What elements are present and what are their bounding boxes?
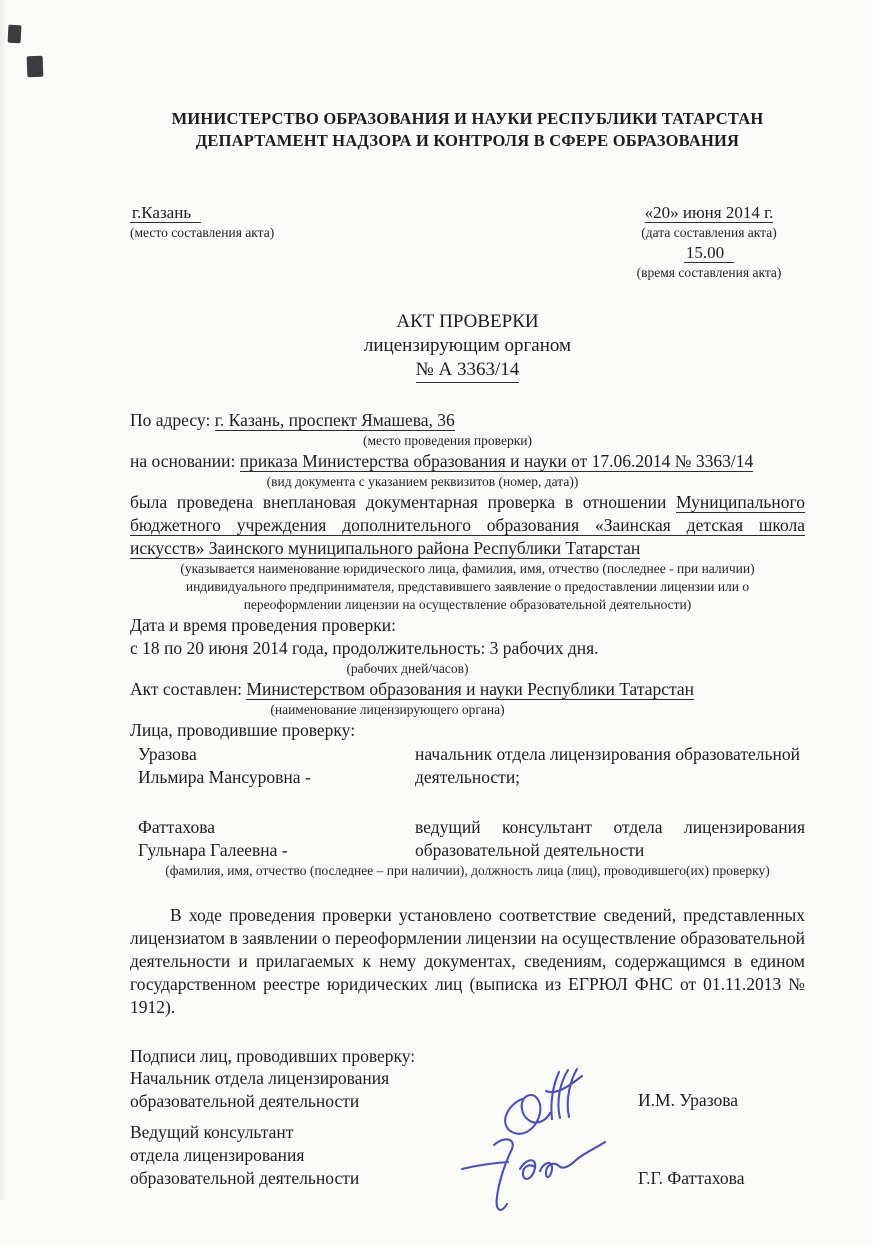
datetime-label: Дата и время проведения проверки: <box>130 615 396 635</box>
person-row <box>130 743 805 789</box>
signatures-label: Подписи лиц, проводивших проверку: <box>130 1046 416 1066</box>
check-paragraph <box>130 491 805 560</box>
person-position: ведущий консультант отдела лицензирования образовательной деятельности <box>415 817 805 860</box>
check-caption-line: (указывается наименование юридического лица, фамилия, имя, отчество (последнее - при наличии) <box>180 561 755 576</box>
place-caption: (место составления акта) <box>130 225 275 240</box>
address-value: г. Казань, проспект Ямашева, 36 <box>214 410 455 430</box>
act-title-block <box>130 310 805 383</box>
date-time-block <box>613 202 805 282</box>
place-block <box>130 202 274 282</box>
address-label: По адресу: <box>130 410 215 430</box>
document-header <box>130 108 805 152</box>
datetime-caption: (рабочих дней/часов) <box>346 661 469 676</box>
person-position: начальник отдела лицензирования образовательной деятельности; <box>415 744 800 787</box>
place-value: г.Казань <box>130 203 201 223</box>
meta-row <box>130 202 805 282</box>
time-caption: (время составления акта) <box>636 265 782 280</box>
person-row <box>130 816 805 862</box>
header-line-2: ДЕПАРТАМЕНТ НАДЗОРА И КОНТРОЛЯ В СФЕРЕ ОБРАЗОВАНИЯ <box>195 131 740 150</box>
signer-position-line: Ведущий консультант <box>130 1122 294 1142</box>
signer-name: И.М. Уразова <box>638 1090 739 1110</box>
composed-line <box>130 678 805 701</box>
check-subject: Муниципального бюджетного учреждения дополнительного образования «Заинская детская школа искусств» Заинского муниципального района Республики Татарстан <box>130 492 805 558</box>
header-line-1: МИНИСТЕРСТВО ОБРАЗОВАНИЯ И НАУКИ РЕСПУБЛИКИ ТАТАРСТАН <box>171 109 764 128</box>
datetime-value: с 18 по 20 июня 2014 года, продолжительность: 3 рабочих дня. <box>130 638 599 658</box>
signer-position-line: Начальник отдела лицензирования <box>130 1068 390 1088</box>
check-caption-line: переоформлении лицензии на осуществление образовательной деятельности) <box>243 597 692 612</box>
signer-position <box>130 1121 359 1190</box>
person-surname: Фаттахова <box>138 817 216 837</box>
date-value: «20» июня 2014 г. <box>644 203 774 222</box>
address-caption: (место проведения проверки) <box>363 433 532 448</box>
persons-label: Лица, проводившие проверку: <box>130 720 356 740</box>
person-surname: Уразова <box>138 744 197 764</box>
basis-caption: (вид документа с указанием реквизитов (номер, дата)) <box>266 474 579 489</box>
composed-caption: (наименование лицензирующего органа) <box>270 702 505 717</box>
act-subtitle: лицензирующим органом <box>363 335 572 356</box>
person-name <box>130 816 415 862</box>
signature-ink-fattakhova <box>458 1127 608 1222</box>
document-body <box>130 409 805 1245</box>
finding-paragraph: В ходе проведения проверки установлено соответствие сведений, представленных лицензиатом в заявлении о переоформлении лицензии на осуществление образовательной деятельности и прилагаемых к нему документах, сведениям, содержащимся в едином государственном реестре юридических лиц (выписка из ЕГРЮЛ ФНС от 01.11.2013 № 1912). <box>130 905 805 1017</box>
persons-caption: (фамилия, имя, отчество (последнее – при наличии), должность лица (лиц), проводившего(их) проверку) <box>165 863 770 878</box>
signer-position-line: образовательной деятельности <box>130 1091 360 1111</box>
check-intro: была проведена внеплановая документарная проверка в отношении <box>130 492 677 512</box>
person-given-names: Ильмира Мансуровна - <box>138 767 311 787</box>
signer-position-line: образовательной деятельности <box>130 1168 360 1188</box>
time-value: 15.00 <box>684 243 734 263</box>
signer-name: Г.Г. Фаттахова <box>638 1168 745 1188</box>
act-title: АКТ ПРОВЕРКИ <box>396 311 539 332</box>
composed-value: Министерством образования и науки Республики Татарстан <box>246 679 694 699</box>
check-caption <box>130 560 805 614</box>
person-name <box>130 743 415 789</box>
address-line <box>130 409 805 432</box>
act-number: № А 3363/14 <box>416 358 520 383</box>
signer-position-line: отдела лицензирования <box>130 1145 305 1165</box>
basis-line <box>130 450 805 473</box>
basis-value: приказа Министерства образования и науки от 17.06.2014 № 3363/14 <box>239 451 754 471</box>
signatures-section <box>130 1045 805 1245</box>
basis-label: на основании: <box>130 451 240 471</box>
check-caption-line: индивидуального предпринимателя, представившего заявление о предоставлении лицензии или о <box>185 579 750 594</box>
composed-label: Акт составлен: <box>130 679 247 699</box>
signer-position <box>130 1067 389 1113</box>
spacer <box>130 789 805 815</box>
person-given-names: Гульнара Галеевна - <box>138 840 288 860</box>
date-caption: (дата составления акта) <box>641 225 777 240</box>
